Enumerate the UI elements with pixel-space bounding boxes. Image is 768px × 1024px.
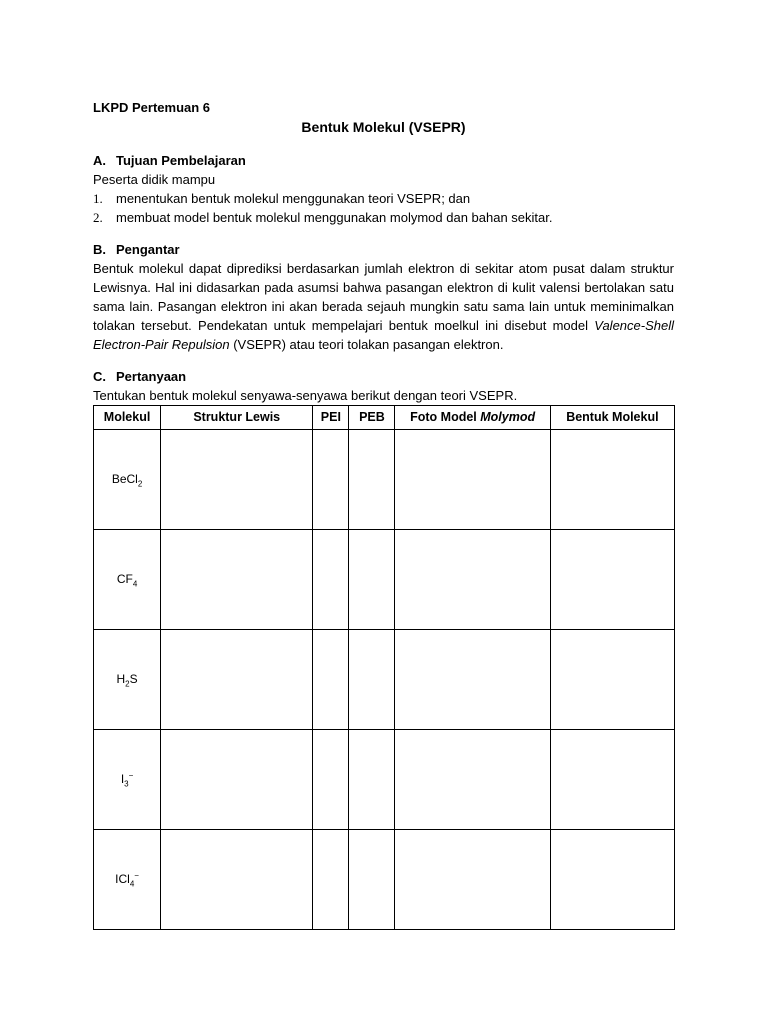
intro-line-text: tolakan tersebut. Pendekatan untuk mempelajari bentuk moelkul ini disebut model [93,318,595,333]
molecule-cell [94,530,161,630]
table-row [94,830,675,930]
molymod-photo-cell[interactable] [395,830,550,930]
peb-cell[interactable] [349,830,395,930]
molecule-base: H [116,672,126,686]
molecule-subscript: 2 [125,679,130,689]
italic-term: Electron-Pair Repulsion [93,337,230,352]
lewis-structure-cell[interactable] [161,630,313,730]
objective-item [93,189,674,208]
molecular-shape-cell[interactable] [550,730,674,830]
introduction-paragraph [93,259,674,354]
table-row [94,430,675,530]
header-pei: PEI [313,406,349,430]
molymod-photo-cell[interactable] [395,430,550,530]
molecular-shape-cell[interactable] [550,530,674,630]
objectives-lead: Peserta didik mampu [93,172,216,187]
molecule-base: CF [116,572,133,586]
section-c-letter: C. [93,369,106,384]
section-c-heading [93,367,674,386]
question-instruction: Tentukan bentuk molekul senyawa-senyawa berikut dengan teori VSEPR. [93,388,518,403]
section-a-heading [93,151,674,170]
section-a-letter: A. [93,153,106,168]
molecule-subscript: 4 [132,579,138,589]
section-b-letter: B. [93,242,106,257]
peb-cell[interactable] [349,530,395,630]
worksheet-page [93,98,674,930]
molecule-base: BeCl [111,472,138,486]
table-row [94,730,675,830]
peb-cell[interactable] [349,430,395,530]
lewis-structure-cell[interactable] [161,730,313,830]
header-molekul: Molekul [94,406,161,430]
intro-line: Bentuk molekul dapat diprediksi berdasarkan jumlah elektron di sekitar atom pusat dalam struktur [93,261,674,276]
intro-line: Lewisnya. Hal ini didasarkan pada asumsi bahwa pasangan elektron di kulit valensi bertolakan satu [93,280,674,295]
molecule-subscript: 2 [137,479,143,489]
peb-cell[interactable] [349,630,395,730]
pei-cell[interactable] [313,530,349,630]
lewis-structure-cell[interactable] [161,430,313,530]
meeting-label: LKPD Pertemuan 6 [93,100,211,115]
molecular-shape-cell[interactable] [550,630,674,730]
molecule-cell [94,430,161,530]
pei-cell[interactable] [313,730,349,830]
table-header-row [94,406,675,430]
section-c-title: Pertanyaan [116,369,187,384]
molecule-cell [94,630,161,730]
table-row [94,630,675,730]
molecule-charge: − [134,871,139,880]
objective-number: 1. [93,191,103,206]
intro-line [93,316,674,335]
header-foto-italic: Molymod [480,410,536,424]
section-b-title: Pengantar [116,242,180,257]
peb-cell[interactable] [349,730,395,830]
molecule-tail: S [129,672,138,686]
molecule-table [93,405,675,930]
molecule-charge: − [128,771,134,780]
document-title: Bentuk Molekul (VSEPR) [301,119,466,135]
header-foto-text: Foto Model [410,410,481,424]
pei-cell[interactable] [313,430,349,530]
molecular-shape-cell[interactable] [550,430,674,530]
lewis-structure-cell[interactable] [161,530,313,630]
header-foto-model [395,406,550,430]
header-peb: PEB [349,406,395,430]
molecular-shape-cell[interactable] [550,830,674,930]
lewis-structure-cell[interactable] [161,830,313,930]
intro-line [93,335,674,354]
header-struktur-lewis: Struktur Lewis [161,406,313,430]
pei-cell[interactable] [313,630,349,730]
italic-term: Valence-Shell [594,318,674,333]
molecule-base: I [120,772,125,786]
objective-item [93,208,674,227]
section-b-heading [93,240,674,259]
objective-number: 2. [93,210,103,225]
molecule-cell [94,730,161,830]
molecule-base: ICl [115,872,130,886]
molymod-photo-cell[interactable] [395,730,550,830]
molymod-photo-cell[interactable] [395,630,550,730]
molecule-cell [94,830,161,930]
molecule-subscript: 4 [129,879,135,889]
molecule-subscript: 3 [124,779,129,789]
section-a-title: Tujuan Pembelajaran [116,153,246,168]
header-bentuk-molekul: Bentuk Molekul [550,406,674,430]
intro-line-text: (VSEPR) atau teori tolakan pasangan elektron. [229,337,504,352]
objective-text: membuat model bentuk molekul menggunakan molymod dan bahan sekitar. [116,210,553,225]
molymod-photo-cell[interactable] [395,530,550,630]
table-row [94,530,675,630]
pei-cell[interactable] [313,830,349,930]
intro-line: sama lain. Pasangan elektron ini akan berada sejauh mungkin satu sama lain untuk meminimalkan [93,299,674,314]
objective-text: menentukan bentuk molekul menggunakan teori VSEPR; dan [116,191,471,206]
